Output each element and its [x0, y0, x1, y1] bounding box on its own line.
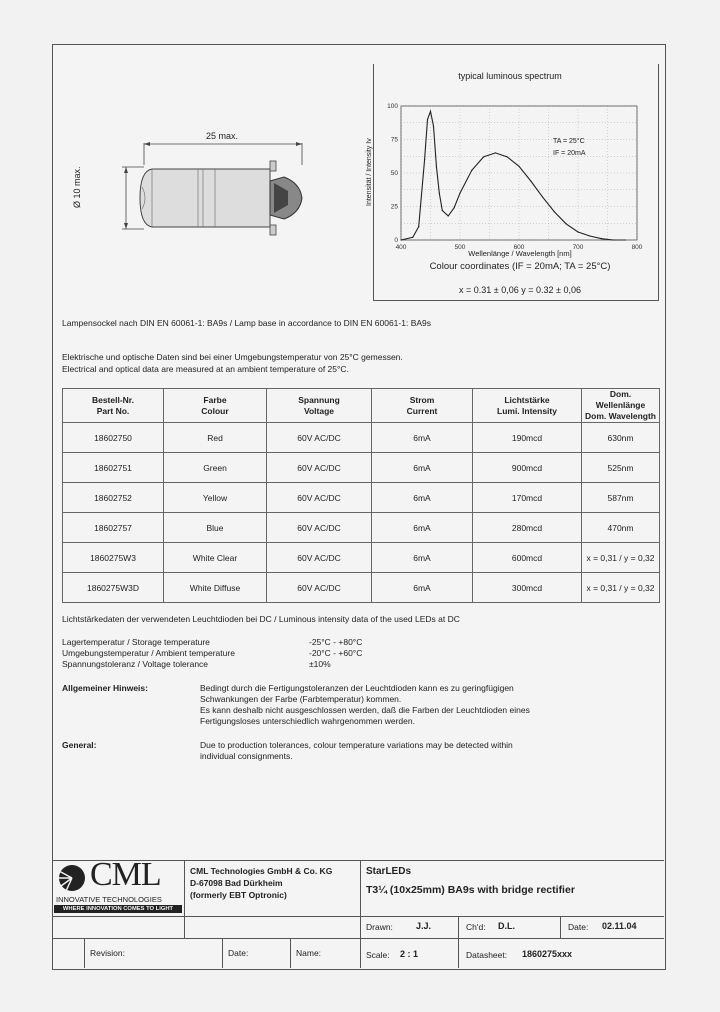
table-cell: 470nm — [582, 513, 660, 543]
table-header-row — [63, 389, 660, 423]
table-row — [63, 573, 660, 603]
legend-if: IF = 20mA — [553, 150, 586, 157]
title-block-rule — [290, 938, 291, 968]
spectrum-data-point — [412, 237, 413, 238]
table-row — [63, 483, 660, 513]
general-note-de-line: Es kann deshalb nicht ausgeschlossen werden, daß die Farben der Leuchtdioden eines — [200, 705, 530, 715]
general-note-en-line: Due to production tolerances, colour temperature variations may be detected within — [200, 740, 513, 750]
part-table — [62, 388, 660, 603]
spectrum-data-point — [554, 211, 555, 212]
table-cell: x = 0,31 / y = 0,32 — [582, 573, 660, 603]
general-note-en-label: General: — [62, 740, 97, 750]
company-formerly: (formerly EBT Optronic) — [190, 890, 287, 900]
drawn-value: J.J. — [416, 921, 432, 931]
title-block-rule — [52, 938, 664, 939]
table-cell: Yellow — [164, 483, 267, 513]
checked-value: D.L. — [498, 921, 515, 931]
x-tick-label: 700 — [572, 244, 584, 251]
spectrum-data-point — [442, 210, 443, 211]
table-cell: 170mcd — [473, 483, 582, 513]
table-cell: 587nm — [582, 483, 660, 513]
ambient-temp-value: -20°C - +60°C — [309, 648, 363, 658]
dim-diameter-label: Ø 10 max. — [72, 166, 82, 208]
table-cell: 18602752 — [63, 483, 164, 513]
colour-coordinates-title: Colour coordinates (IF = 20mA; TA = 25°C) — [429, 261, 611, 272]
table-cell: 280mcd — [473, 513, 582, 543]
table-cell: 900mcd — [473, 453, 582, 483]
table-cell: 60V AC/DC — [267, 543, 372, 573]
spectrum-data-point — [436, 166, 437, 167]
table-cell: Green — [164, 453, 267, 483]
table-row — [63, 423, 660, 453]
table-cell: 6mA — [372, 513, 473, 543]
title-block-rule — [84, 938, 85, 968]
scale-label: Scale: — [366, 950, 390, 960]
spectrum-data-point — [530, 180, 531, 181]
table-cell: 18602750 — [63, 423, 164, 453]
table-row — [63, 543, 660, 573]
table-row — [63, 453, 660, 483]
table-cell: 6mA — [372, 423, 473, 453]
spectrum-data-point — [448, 215, 449, 216]
table-cell: 630nm — [582, 423, 660, 453]
table-header: Bestell-Nr. Part No. — [63, 389, 164, 423]
date-label: Date: — [568, 922, 589, 932]
y-tick-label: 50 — [390, 170, 398, 177]
product-description: T3¼ (10x25mm) BA9s with bridge rectifier — [366, 884, 575, 896]
dim-width-label: 25 max. — [205, 131, 238, 141]
table-header: Strom Current — [372, 389, 473, 423]
spectrum-data-point — [471, 170, 472, 171]
general-note-en-line: individual consignments. — [200, 751, 293, 761]
lamp-drawing — [100, 125, 320, 250]
table-cell: 18602751 — [63, 453, 164, 483]
x-tick-label: 800 — [631, 244, 643, 251]
spectrum-x-label: Wellenlänge / Wavelength [nm] — [468, 249, 572, 258]
table-header: Spannung Voltage — [267, 389, 372, 423]
spectrum-data-point — [459, 193, 460, 194]
spectrum-series-line — [401, 111, 625, 240]
table-header: Dom. Wellenlänge Dom. Wavelength — [582, 389, 660, 423]
general-note-de-line: Schwankungen der Farbe (Farbtemperatur) kommen. — [200, 694, 402, 704]
y-tick-label: 100 — [387, 103, 398, 110]
title-block-rule — [222, 938, 223, 968]
table-cell: White Clear — [164, 543, 267, 573]
luminous-intensity-note: Lichtstärkedaten der verwendeten Leuchtdioden bei DC / Luminous intensity data of the used LEDs at DC — [62, 614, 460, 624]
spectrum-data-point — [577, 231, 578, 232]
y-tick-label: 25 — [390, 203, 398, 211]
table-cell: 1860275W3 — [63, 543, 164, 573]
company-address: D-67098 Bad Dürkheim — [190, 878, 283, 888]
table-cell: 190mcd — [473, 423, 582, 453]
spectrum-data-point — [507, 156, 508, 157]
datasheet-value: 1860275xxx — [522, 949, 573, 959]
spectrum-data-point — [566, 223, 567, 224]
logo-tagline: WHERE INNOVATION COMES TO LIGHT — [54, 905, 182, 913]
revision-date-label: Date: — [228, 948, 249, 958]
table-cell: 60V AC/DC — [267, 483, 372, 513]
table-cell: 6mA — [372, 453, 473, 483]
table-cell: 1860275W3D — [63, 573, 164, 603]
table-cell: 60V AC/DC — [267, 423, 372, 453]
product-name: StarLEDs — [366, 866, 412, 877]
drawn-label: Drawn: — [366, 922, 393, 932]
storage-temp-label: Lagertemperatur / Storage temperature — [62, 637, 210, 647]
table-cell: 18602757 — [63, 513, 164, 543]
general-note-de-line: Bedingt durch die Fertigungstoleranzen der Leuchtdioden kann es zu geringfügigen — [200, 683, 514, 693]
spectrum-data-point — [427, 119, 428, 120]
logo-subtitle: INNOVATIVE TECHNOLOGIES — [56, 895, 162, 904]
spectrum-data-point — [495, 152, 496, 153]
spectrum-data-point — [433, 126, 434, 127]
table-cell: Red — [164, 423, 267, 453]
logo-text: CML — [90, 856, 161, 893]
table-cell: 60V AC/DC — [267, 513, 372, 543]
spectrum-data-point — [613, 239, 614, 240]
ambient-temp-label: Umgebungstemperatur / Ambient temperature — [62, 648, 235, 658]
spectrum-data-point — [439, 193, 440, 194]
table-cell: x = 0,31 / y = 0,32 — [582, 543, 660, 573]
ambient-note-de: Elektrische und optische Daten sind bei einer Umgebungstemperatur von 25°C gemessen. — [62, 352, 403, 362]
spectrum-data-point — [454, 207, 455, 208]
general-note-de-label: Allgemeiner Hinweis: — [62, 683, 148, 693]
legend-ta: TA = 25°C — [553, 138, 585, 145]
spectrum-data-point — [542, 197, 543, 198]
spectrum-data-point — [430, 111, 431, 112]
table-row — [63, 513, 660, 543]
general-note-de-line: Fertigungsloses unterschiedlich wahrgenommen werden. — [200, 716, 415, 726]
table-cell: 300mcd — [473, 573, 582, 603]
table-cell: 60V AC/DC — [267, 573, 372, 603]
spectrum-data-point — [400, 239, 401, 240]
colour-coordinates-values: x = 0.31 ± 0,06 y = 0.32 ± 0,06 — [459, 285, 581, 295]
revision-name-label: Name: — [296, 948, 322, 958]
cml-logo-icon — [56, 862, 88, 894]
spectrum-data-point — [424, 159, 425, 160]
spectrum-data-point — [625, 239, 626, 240]
spectrum-y-label: Intensität / Intensity Iv — [366, 138, 373, 206]
voltage-tolerance-value: ±10% — [309, 659, 331, 669]
spectrum-title: typical luminous spectrum — [458, 71, 562, 81]
revision-label: Revision: — [90, 948, 125, 958]
table-cell: White Diffuse — [164, 573, 267, 603]
ambient-note-en: Electrical and optical data are measured at an ambient temperature of 25°C. — [62, 364, 349, 374]
x-tick-label: 600 — [513, 244, 525, 251]
spectrum-data-point — [589, 235, 590, 236]
y-tick-label: 0 — [394, 237, 398, 244]
y-tick-label: 75 — [390, 136, 398, 144]
spectrum-chart — [373, 90, 657, 260]
scale-value: 2 : 1 — [400, 949, 419, 959]
voltage-tolerance-label: Spannungstoleranz / Voltage tolerance — [62, 659, 209, 669]
table-cell: 525nm — [582, 453, 660, 483]
spectrum-data-point — [418, 226, 419, 227]
checked-label: Ch'd: — [466, 922, 486, 932]
title-block-rule — [184, 860, 185, 916]
lamp-base-note: Lampensockel nach DIN EN 60061-1: BA9s / Lamp base in accordance to DIN EN 60061-1: BA9s — [62, 318, 432, 328]
title-block-rule — [184, 916, 185, 938]
table-cell: 6mA — [372, 483, 473, 513]
table-cell: 6mA — [372, 543, 473, 573]
table-header: Farbe Colour — [164, 389, 267, 423]
datasheet-label: Datasheet: — [466, 950, 508, 960]
date-value: 02.11.04 — [602, 921, 637, 931]
spectrum-data-point — [518, 166, 519, 167]
title-block-rule — [560, 916, 561, 938]
title-block-rule — [52, 916, 664, 917]
x-tick-label: 400 — [395, 244, 407, 251]
spectrum-data-point — [483, 156, 484, 157]
table-cell: Blue — [164, 513, 267, 543]
title-block-rule — [360, 860, 361, 968]
table-cell: 60V AC/DC — [267, 453, 372, 483]
title-block-rule — [458, 916, 459, 968]
spectrum-data-point — [601, 238, 602, 239]
company-name: CML Technologies GmbH & Co. KG — [190, 866, 333, 876]
table-cell: 6mA — [372, 573, 473, 603]
x-tick-label: 500 — [454, 244, 466, 251]
table-header: Lichtstärke Lumi. Intensity — [473, 389, 582, 423]
table-cell: 600mcd — [473, 543, 582, 573]
storage-temp-value: -25°C - +80°C — [309, 637, 363, 647]
